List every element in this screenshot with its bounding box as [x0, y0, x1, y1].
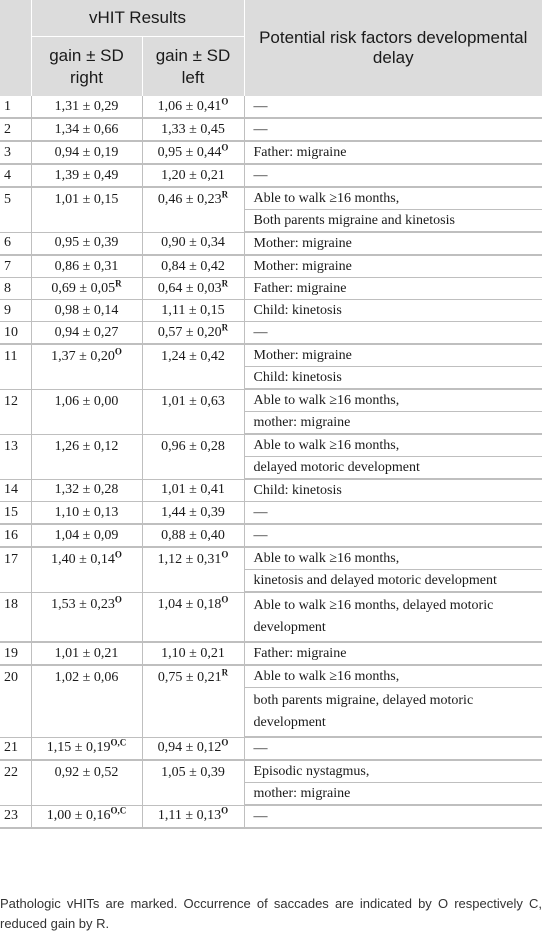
gain-left: $0,64 \pm 0,03^R$	[142, 278, 244, 300]
risk-factor: Able to walk ≥16 months,	[244, 547, 542, 570]
gain-right: $1,53 \pm 0,23^O$	[31, 592, 142, 642]
gain-left: $0,46 \pm 0,23^R$	[142, 187, 244, 232]
gain-left: $1,06 \pm 0,41^O$	[142, 96, 244, 118]
table-row	[0, 344, 542, 367]
table-row	[0, 642, 542, 665]
marker: R	[221, 277, 229, 288]
marker: O	[221, 141, 229, 152]
marker: R	[221, 321, 229, 332]
risk-factor: Mother: migraine	[244, 255, 542, 278]
patient-number: 1	[0, 96, 31, 118]
table-row	[0, 479, 542, 502]
patient-number: 18	[0, 592, 31, 642]
table-row	[0, 760, 542, 783]
risk-factor: Father: migraine	[244, 278, 542, 300]
gain-right: 1,10 ± 0,13	[31, 502, 142, 525]
header-risk-factors: Potential risk factors developmental delay	[244, 0, 542, 96]
marker: O	[221, 549, 229, 560]
table-row	[0, 322, 542, 345]
risk-factor: Child: kinetosis	[244, 367, 542, 390]
risk-factor: —	[244, 805, 542, 828]
gain-left: 1,10 ± 0,21	[142, 642, 244, 665]
gain-left: $1,04 \pm 0,18^O$	[142, 592, 244, 642]
marker: R	[221, 667, 229, 678]
table-row	[0, 665, 542, 688]
risk-factor: Episodic nystagmus,	[244, 760, 542, 783]
patient-number: 16	[0, 524, 31, 547]
table-row	[0, 255, 542, 278]
gain-left: $0,57 \pm 0,20^R$	[142, 322, 244, 345]
gain-right: $1,37 \pm 0,20^O$	[31, 344, 142, 389]
header-gain-left: gain ± SD left	[142, 37, 244, 97]
risk-factor: —	[244, 96, 542, 118]
gain-right: 1,26 ± 0,12	[31, 434, 142, 479]
table-row	[0, 805, 542, 828]
marker: R	[221, 189, 229, 200]
gain-left: 0,88 ± 0,40	[142, 524, 244, 547]
table-row	[0, 502, 542, 525]
gain-right: 1,31 ± 0,29	[31, 96, 142, 118]
marker: O	[114, 549, 122, 560]
gain-right: 1,39 ± 0,49	[31, 164, 142, 187]
gain-right: 1,04 ± 0,09	[31, 524, 142, 547]
risk-factor: Able to walk ≥16 months,	[244, 434, 542, 457]
gain-right: 1,02 ± 0,06	[31, 665, 142, 737]
gain-left: 0,96 ± 0,28	[142, 434, 244, 479]
patient-number: 20	[0, 665, 31, 737]
marker: O	[221, 593, 229, 604]
gain-right: 0,94 ± 0,19	[31, 141, 142, 164]
risk-factor: Able to walk ≥16 months,	[244, 665, 542, 688]
patient-number: 13	[0, 434, 31, 479]
patient-number: 21	[0, 737, 31, 760]
risk-factor: Mother: migraine	[244, 344, 542, 367]
patient-number: 15	[0, 502, 31, 525]
marker: O	[114, 346, 122, 357]
risk-factor: —	[244, 322, 542, 345]
gain-left: 1,01 ± 0,63	[142, 389, 244, 434]
risk-factor: both parents migraine, delayed motoric development	[244, 688, 542, 738]
risk-factor: Child: kinetosis	[244, 300, 542, 322]
patient-number: 11	[0, 344, 31, 389]
gain-right: $0,69 \pm 0,05^R$	[31, 278, 142, 300]
gain-left: 1,20 ± 0,21	[142, 164, 244, 187]
gain-left: 0,90 ± 0,34	[142, 232, 244, 255]
risk-factor: Mother: migraine	[244, 232, 542, 255]
patient-number: 14	[0, 479, 31, 502]
marker: O,C	[110, 737, 127, 748]
gain-right: $1,40 \pm 0,14^O$	[31, 547, 142, 592]
risk-factor: mother: migraine	[244, 783, 542, 806]
risk-factor: Both parents migraine and kinetosis	[244, 210, 542, 233]
patient-number: 6	[0, 232, 31, 255]
risk-factor: Able to walk ≥16 months, delayed motoric development	[244, 592, 542, 642]
risk-factor: Child: kinetosis	[244, 479, 542, 502]
patient-number: 3	[0, 141, 31, 164]
risk-factor: Father: migraine	[244, 642, 542, 665]
patient-number: 9	[0, 300, 31, 322]
patient-number: 12	[0, 389, 31, 434]
table-row	[0, 278, 542, 300]
table-row	[0, 737, 542, 760]
patient-number: 17	[0, 547, 31, 592]
gain-right: 1,01 ± 0,21	[31, 642, 142, 665]
gain-left: 0,84 ± 0,42	[142, 255, 244, 278]
risk-factor: Able to walk ≥16 months,	[244, 187, 542, 210]
gain-left: $0,95 \pm 0,44^O$	[142, 141, 244, 164]
table-row	[0, 592, 542, 642]
risk-factor: —	[244, 502, 542, 525]
table-row	[0, 96, 542, 118]
gain-left: $1,12 \pm 0,31^O$	[142, 547, 244, 592]
gain-right: 0,98 ± 0,14	[31, 300, 142, 322]
gain-left: 1,05 ± 0,39	[142, 760, 244, 805]
table-row	[0, 524, 542, 547]
marker: O	[221, 95, 229, 106]
risk-factor: delayed motoric development	[244, 457, 542, 480]
gain-right: 1,01 ± 0,15	[31, 187, 142, 232]
gain-right: 0,92 ± 0,52	[31, 760, 142, 805]
patient-number: 10	[0, 322, 31, 345]
gain-left: $1,11 \pm 0,13^O$	[142, 805, 244, 828]
table-row	[0, 434, 542, 457]
patient-number: 23	[0, 805, 31, 828]
gain-right: 0,86 ± 0,31	[31, 255, 142, 278]
patient-number: 22	[0, 760, 31, 805]
risk-factor: —	[244, 118, 542, 141]
gain-left: 1,11 ± 0,15	[142, 300, 244, 322]
gain-right: 0,95 ± 0,39	[31, 232, 142, 255]
gain-right: 0,94 ± 0,27	[31, 322, 142, 345]
gain-right: 1,34 ± 0,66	[31, 118, 142, 141]
table-footnote: Pathologic vHITs are marked. Occurrence of saccades are indicated by O respectively C, reduced gain by R.	[0, 896, 542, 931]
patient-number: 19	[0, 642, 31, 665]
patient-number: 8	[0, 278, 31, 300]
patient-number: 2	[0, 118, 31, 141]
gain-right: 1,06 ± 0,00	[31, 389, 142, 434]
risk-factor: —	[244, 737, 542, 760]
marker: O,C	[110, 805, 127, 816]
risk-factor: kinetosis and delayed motoric development	[244, 570, 542, 593]
gain-left: $0,94 \pm 0,12^O$	[142, 737, 244, 760]
marker: O	[221, 805, 229, 816]
header-number-cell	[0, 0, 31, 96]
marker: O	[114, 593, 122, 604]
gain-left: 1,24 ± 0,42	[142, 344, 244, 389]
risk-factor: Able to walk ≥16 months,	[244, 389, 542, 412]
patient-number: 5	[0, 187, 31, 232]
patient-number: 4	[0, 164, 31, 187]
gain-left: 1,01 ± 0,41	[142, 479, 244, 502]
gain-left: 1,44 ± 0,39	[142, 502, 244, 525]
marker: O	[221, 737, 229, 748]
table-row	[0, 187, 542, 210]
header-gain-right: gain ± SD right	[31, 37, 142, 97]
risk-factor: —	[244, 164, 542, 187]
gain-right: 1,32 ± 0,28	[31, 479, 142, 502]
patient-number: 7	[0, 255, 31, 278]
risk-factor: Father: migraine	[244, 141, 542, 164]
marker: R	[115, 277, 122, 288]
gain-right: $1,00 \pm 0,16^{O,C}$	[31, 805, 142, 828]
header-vhit-results: vHIT Results	[31, 0, 244, 37]
risk-factor: mother: migraine	[244, 412, 542, 435]
gain-right: $1,15 \pm 0,19^{O,C}$	[31, 737, 142, 760]
risk-factor: —	[244, 524, 542, 547]
gain-left: $0,75 \pm 0,21^R$	[142, 665, 244, 737]
table-row	[0, 300, 542, 322]
table-row	[0, 118, 542, 141]
table-row	[0, 141, 542, 164]
table-row	[0, 164, 542, 187]
table-row	[0, 389, 542, 412]
gain-left: 1,33 ± 0,45	[142, 118, 244, 141]
table-row	[0, 232, 542, 255]
table-row	[0, 547, 542, 570]
